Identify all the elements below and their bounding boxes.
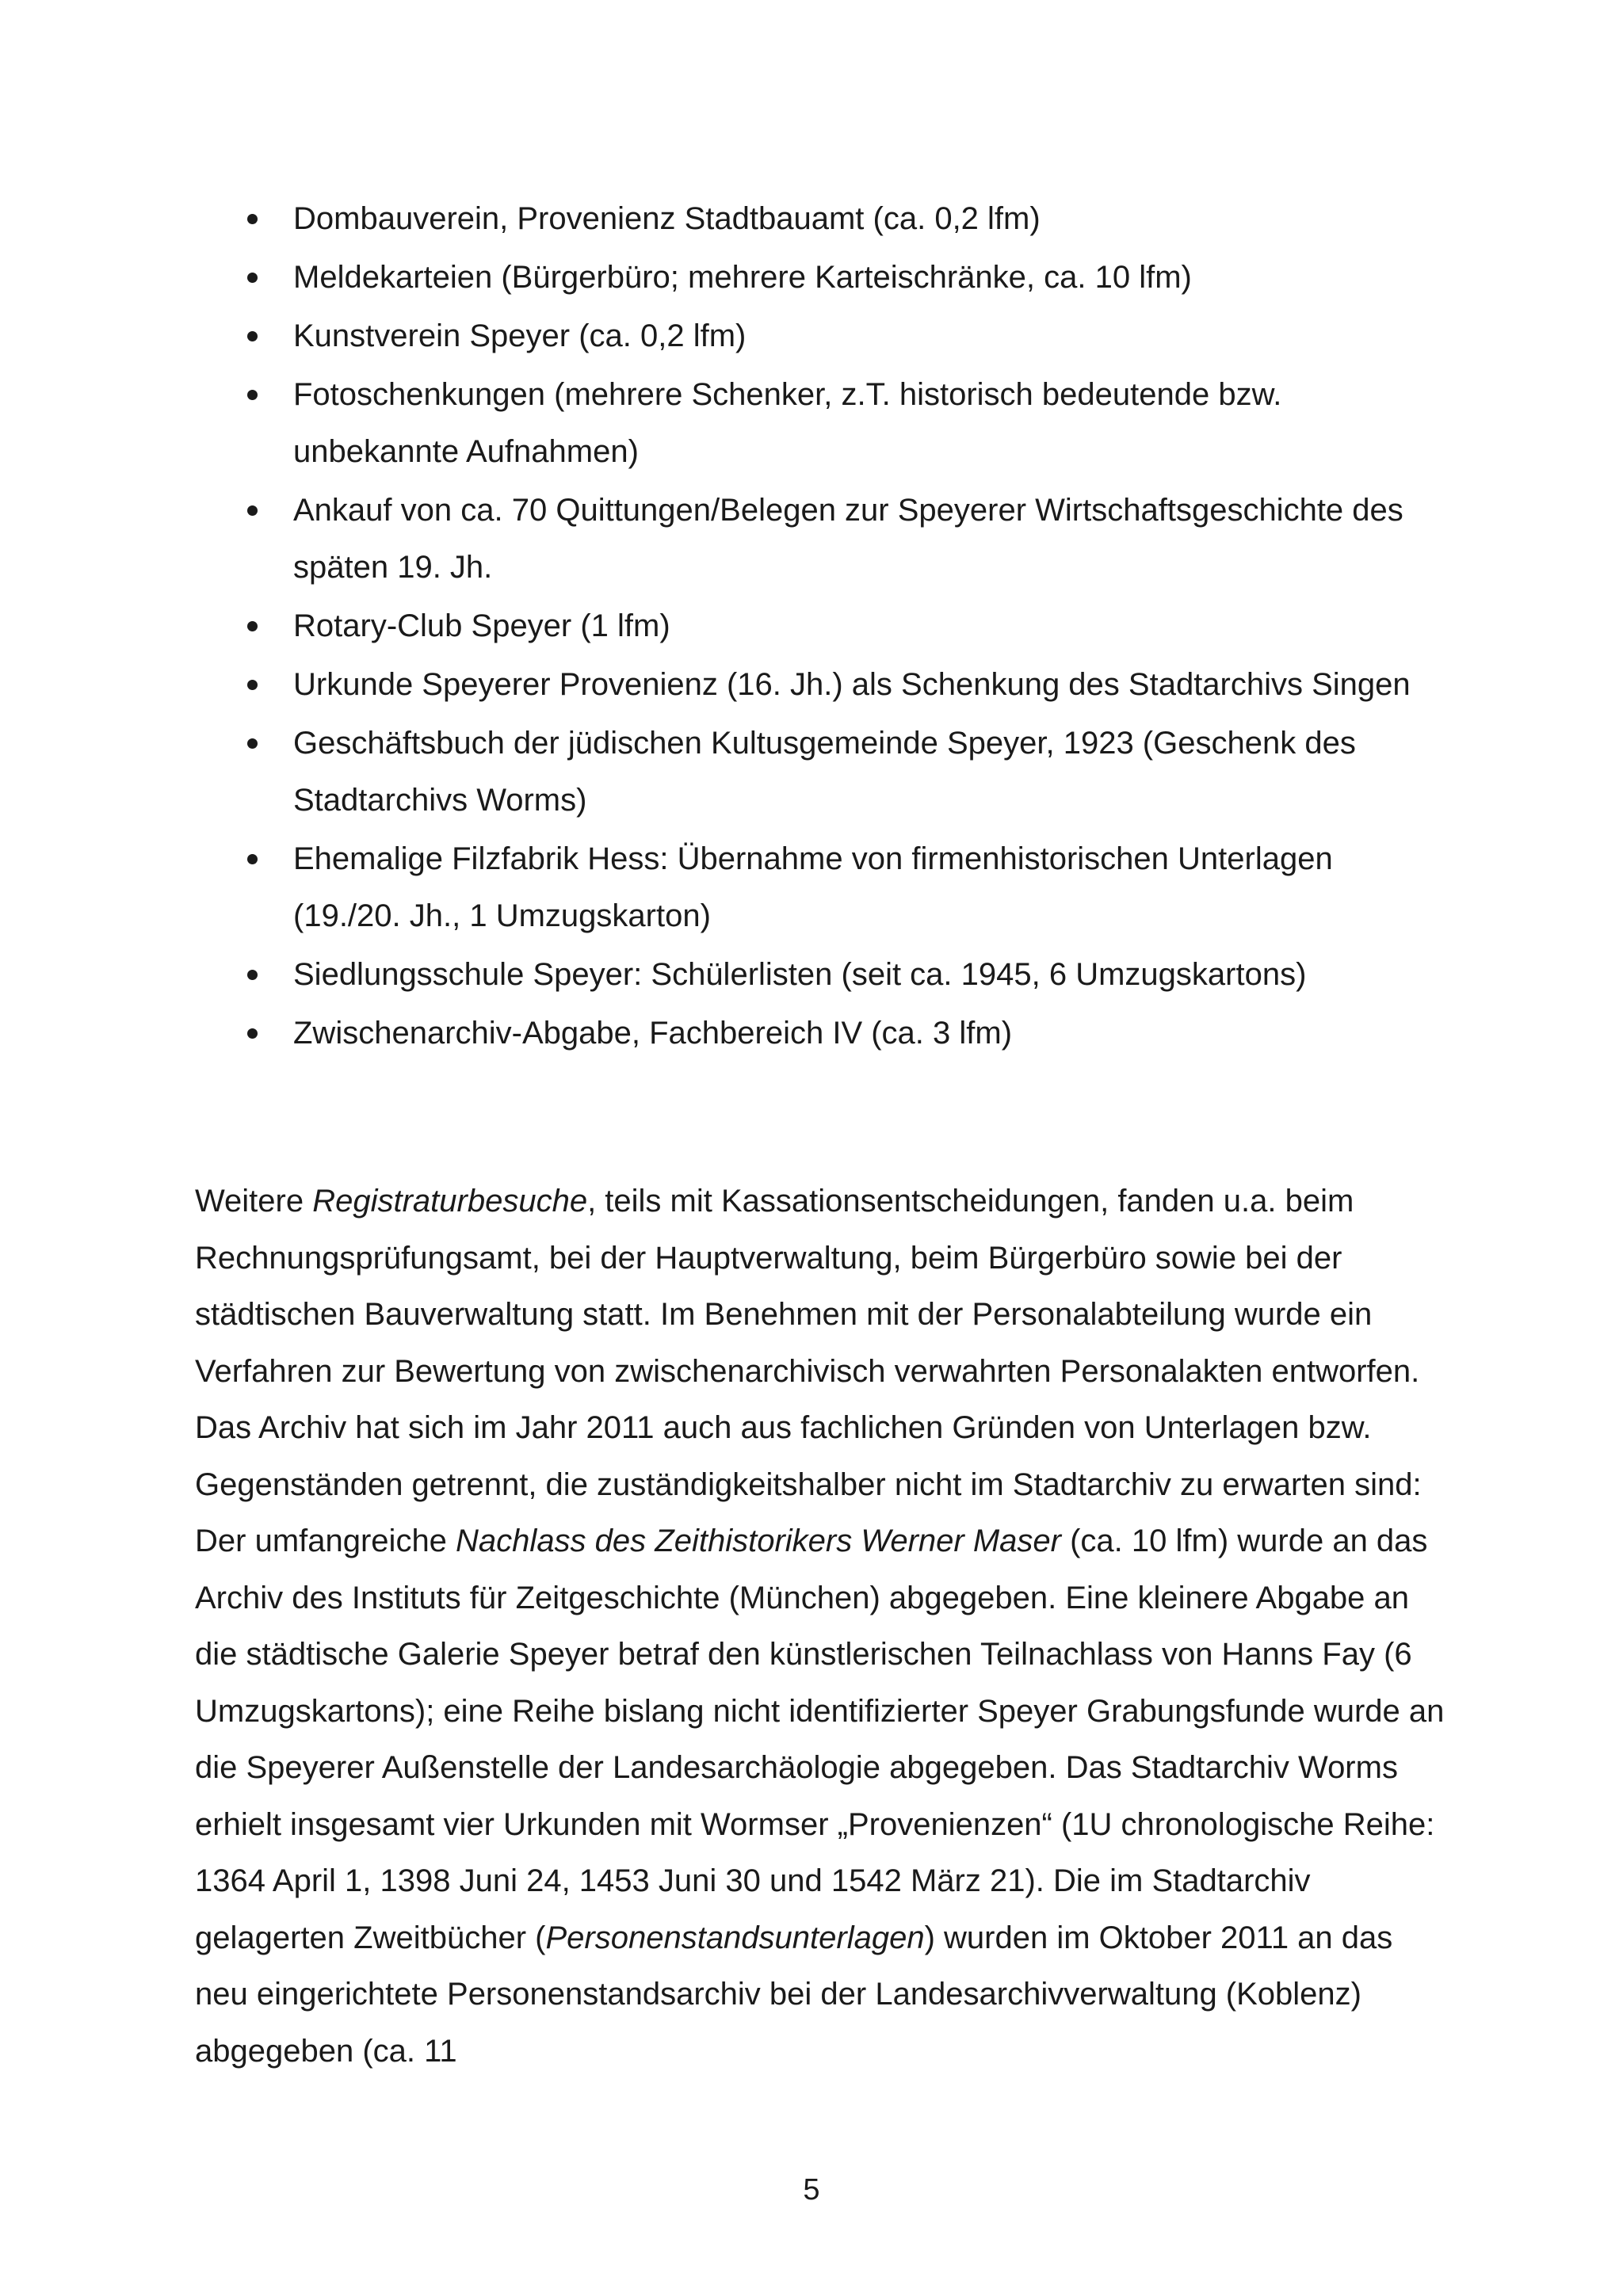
list-item xyxy=(195,597,1447,654)
bullet-icon xyxy=(247,621,258,631)
page-number: 5 xyxy=(803,2173,820,2206)
accessions-bullet-list xyxy=(195,190,1447,1063)
list-item xyxy=(195,482,1447,596)
bullet-icon xyxy=(247,970,258,980)
bullet-icon xyxy=(247,331,258,341)
bullet-icon xyxy=(247,273,258,283)
emphasis-personenstandsunterlagen: Personenstandsunterlagen xyxy=(545,1920,925,1955)
bullet-icon xyxy=(247,738,258,749)
paragraph-abgaben xyxy=(195,1400,1447,2080)
list-item xyxy=(195,366,1447,480)
list-item xyxy=(195,946,1447,1003)
list-item-text: Dombauverein, Provenienz Stadtbauamt (ca. 0,2 lfm) xyxy=(293,201,1041,236)
bullet-icon xyxy=(247,214,258,224)
list-item-text: Kunstverein Speyer (ca. 0,2 lfm) xyxy=(293,318,747,353)
list-item xyxy=(195,715,1447,829)
paragraph-text: Das Archiv hat sich im Jahr 2011 auch aus fachlichen Gründen von Unterlagen bzw. Gegenständen getrennt, die zuständigkeitshalber nicht im Stadtarchiv zu erwarten sind: Der umfangreiche xyxy=(195,1410,1422,1558)
paragraph-text: ) wurden im Oktober 2011 an das neu eingerichtete Personenstandsarchiv bei der Landesarchivverwaltung (Koblenz) abgegeben (ca. 11 xyxy=(195,1920,1393,2069)
bullet-icon xyxy=(247,1028,258,1039)
bullet-icon xyxy=(247,854,258,864)
list-item-text: Ankauf von ca. 70 Quittungen/Belegen zur Speyerer Wirtschaftsgeschichte des späten 19. Jh. xyxy=(293,493,1403,585)
list-item-text: Fotoschenkungen (mehrere Schenker, z.T. historisch bedeutende bzw. unbekannte Aufnahmen) xyxy=(293,377,1282,469)
list-item-text: Ehemalige Filzfabrik Hess: Übernahme von firmenhistorischen Unterlagen (19./20. Jh., 1 Umzugskarton) xyxy=(293,841,1333,933)
list-item xyxy=(195,190,1447,247)
list-item-text: Zwischenarchiv-Abgabe, Fachbereich IV (ca. 3 lfm) xyxy=(293,1016,1013,1051)
paragraph-text: (ca. 10 lfm) wurde an das Archiv des Instituts für Zeitgeschichte (München) abgegeben. Eine kleinere Abgabe an die städtische Galerie Speyer betraf den künstlerischen Teilnachlass von Hanns Fay (6 Umzugskartons); eine Reihe bislang nicht identifizierter Speyer Grabungsfunde wurde an die Speyerer Außenstelle der Landesarchäologie abgegeben. Das Stadtarchiv Worms erhielt insgesamt vier Urkunden mit Wormser „Provenienzen“ (1U chronologische Reihe: 1364 April 1, 1398 Juni 24, 1453 Juni 30 und 1542 März 21). Die im Stadtarchiv gelagerten Zweitbücher ( xyxy=(195,1524,1445,1955)
bullet-icon xyxy=(247,390,258,400)
emphasis-nachlass-maser: Nachlass des Zeithistorikers Werner Maser xyxy=(456,1524,1061,1558)
bullet-icon xyxy=(247,680,258,690)
list-item xyxy=(195,656,1447,713)
list-item xyxy=(195,307,1447,364)
list-item xyxy=(195,1005,1447,1062)
list-item-text: Rotary-Club Speyer (1 lfm) xyxy=(293,608,670,643)
paragraph-registraturbesuche xyxy=(195,1173,1447,1400)
paragraph-text: Weitere xyxy=(195,1184,313,1219)
emphasis-registraturbesuche: Registraturbesuche xyxy=(312,1184,588,1219)
list-item-text: Geschäftsbuch der jüdischen Kultusgemeinde Speyer, 1923 (Geschenk des Stadtarchivs Worms) xyxy=(293,726,1356,818)
list-item xyxy=(195,249,1447,306)
list-item-text: Urkunde Speyerer Provenienz (16. Jh.) als Schenkung des Stadtarchivs Singen xyxy=(293,667,1411,702)
body-text xyxy=(195,1173,1447,2080)
list-item-text: Siedlungsschule Speyer: Schülerlisten (seit ca. 1945, 6 Umzugskartons) xyxy=(293,957,1307,992)
list-item xyxy=(195,830,1447,944)
paragraph-text: , teils mit Kassationsentscheidungen, fanden u.a. beim Rechnungsprüfungsamt, bei der Hauptverwaltung, beim Bürgerbüro sowie bei der städtischen Bauverwaltung statt. Im Benehmen mit der Personalabteilung wurde ein Verfahren zur Bewertung von zwischenarchivisch verwahrten Personalakten entworfen. xyxy=(195,1184,1420,1389)
list-item-text: Meldekarteien (Bürgerbüro; mehrere Karteischränke, ca. 10 lfm) xyxy=(293,260,1192,295)
bullet-icon xyxy=(247,505,258,516)
